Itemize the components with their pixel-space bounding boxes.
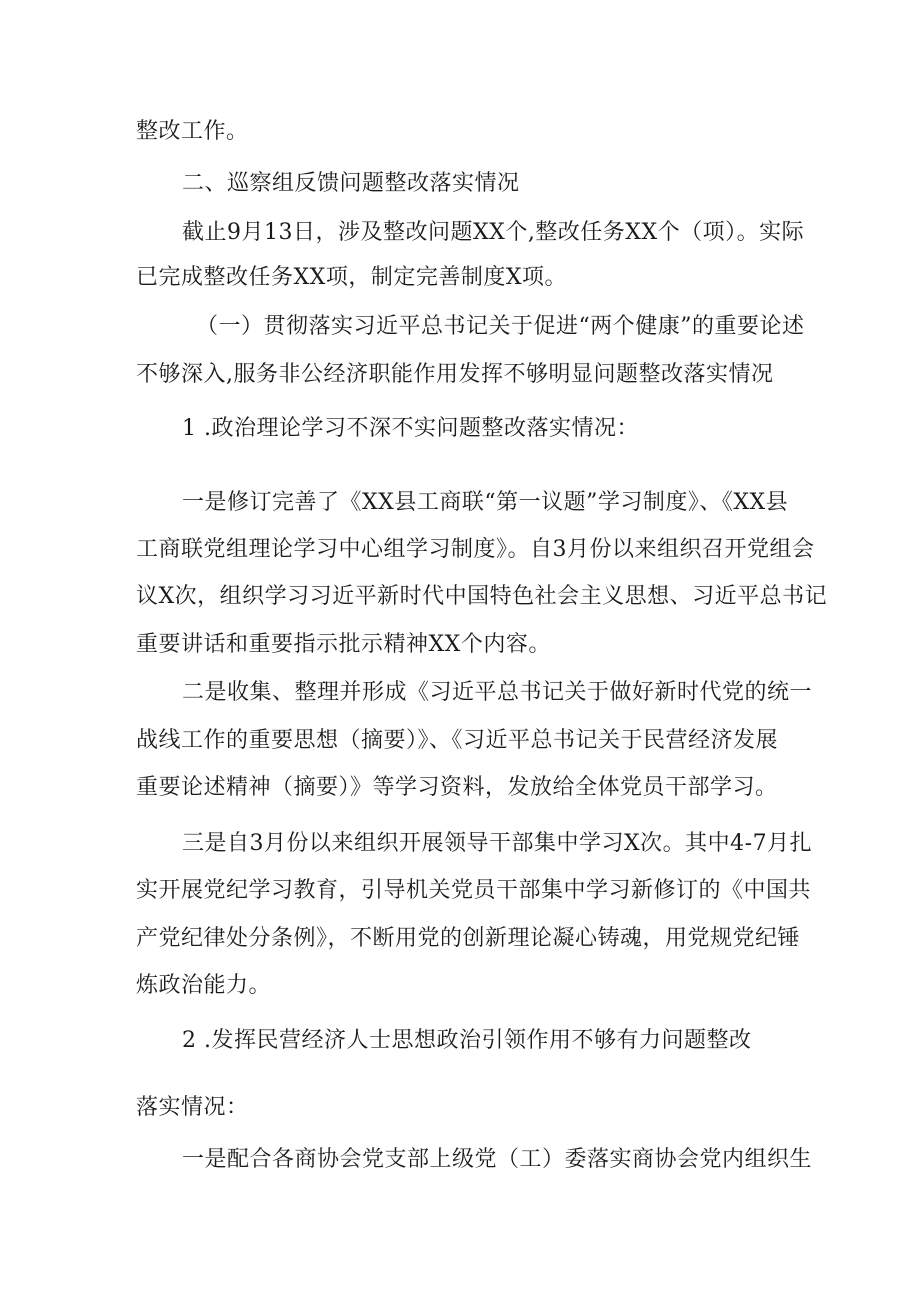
paragraph-line: 重要讲话和重要指示批示精神XX个内容。 xyxy=(136,632,551,657)
paragraph-line: 已完成整改任务XX项，制定完善制度X项。 xyxy=(136,265,567,290)
paragraph-line: 重要论述精神（摘要）》等学习资料，发放给全体党员干部学习。 xyxy=(136,775,778,800)
paragraph-line: 议X次，组织学习习近平新时代中国特色社会主义思想、习近平总书记 xyxy=(136,584,828,609)
section-heading: 二、巡察组反馈问题整改落实情况 xyxy=(182,171,520,196)
subsection-heading: （一）贯彻落实习近平总书记关于促进“两个健康”的重要论述 xyxy=(196,314,805,339)
paragraph-line: 实开展党纪学习教育，引导机关党员干部集中学习新修订的《中国共 xyxy=(136,878,812,903)
item-heading: 1 .政治理论学习不深不实问题整改落实情况： xyxy=(182,416,639,441)
item-heading: 2 .发挥民营经济人士思想政治引领作用不够有力问题整改 xyxy=(182,1028,752,1053)
item-heading: 落实情况： xyxy=(136,1095,249,1120)
subsection-heading: 不够深入,服务非公经济职能作用发挥不够明显问题整改落实情况 xyxy=(136,362,774,387)
paragraph-line: 工商联党组理论学习中心组学习制度》。自3月份以来组织召开党组会 xyxy=(136,537,815,562)
paragraph-line: 战线工作的重要思想（摘要）》、《习近平总书记关于民营经济发展 xyxy=(136,728,779,753)
paragraph-line: 三是自3月份以来组织开展领导干部集中学习X次。其中4-7月扎 xyxy=(182,831,813,856)
paragraph-line: 产党纪律处分条例》，不断用党的创新理论凝心铸魂，用党规党纪锤 xyxy=(136,926,801,951)
paragraph-line: 炼政治能力。 xyxy=(136,973,272,998)
paragraph-line: 截止9月13日，涉及整改问题XX个,整改任务XX个（项）。实际 xyxy=(182,220,805,245)
paragraph-line: 一是修订完善了《XX县工商联“第一议题”学习制度》、《XX县 xyxy=(182,490,789,515)
paragraph-line: 一是配合各商协会党支部上级党（工）委落实商协会党内组织生 xyxy=(182,1147,813,1172)
paragraph-line: 二是收集、整理并形成《习近平总书记关于做好新时代党的统一 xyxy=(182,680,813,705)
paragraph-line: 整改工作。 xyxy=(136,119,249,144)
